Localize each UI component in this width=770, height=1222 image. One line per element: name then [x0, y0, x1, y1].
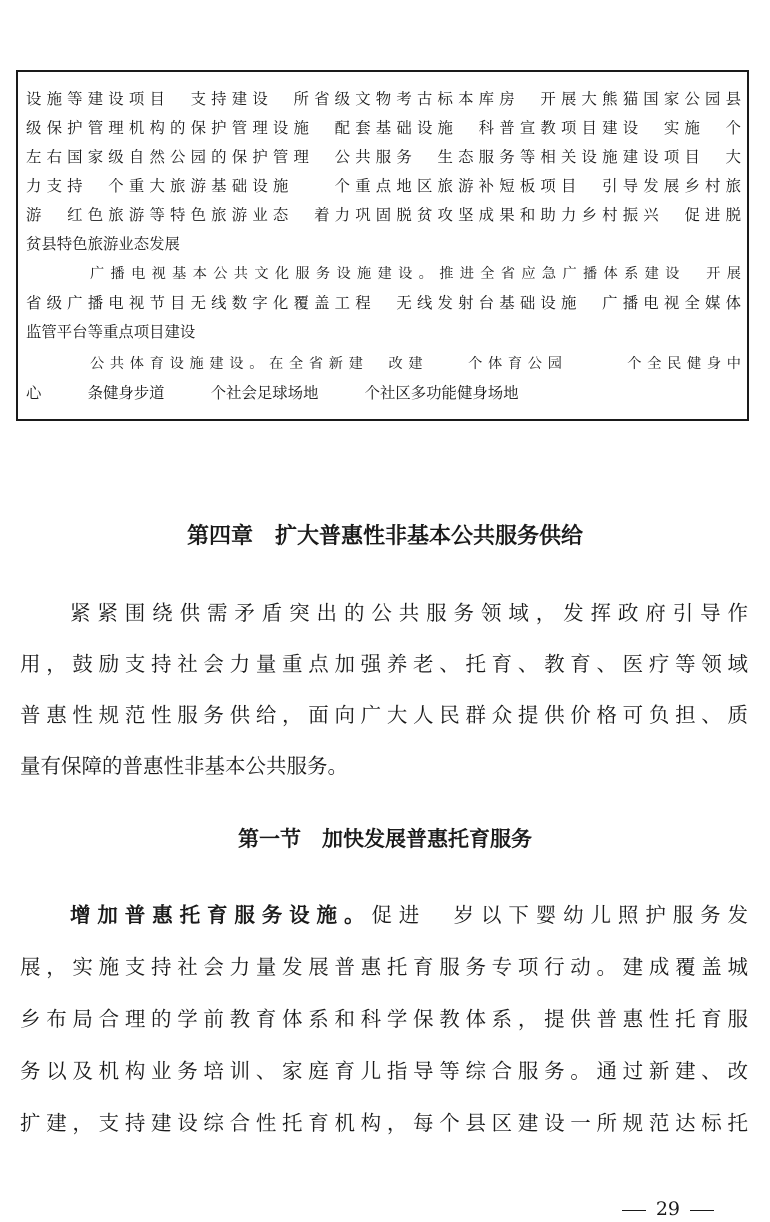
chapter-title: 第四章 扩大普惠性非基本公共服务供给	[186, 524, 583, 549]
paragraph-line	[70, 889, 748, 941]
paragraph-line: 乡布局合理的学前教育体系和科学保教体系，提供普惠性托育服	[20, 1007, 748, 1031]
box-text-line: 左右国家级自然公园的保护管理 公共服务 生态服务等相关设施建设项目 大	[26, 148, 741, 166]
box-text-line: 心 条健身步道 个社会足球场地 个社区多功能健身场地	[26, 384, 519, 402]
dash-left	[622, 1210, 646, 1211]
box-text-line: 设施等建设项目 支持建设 所省级文物考古标本库房 开展大熊猫国家公园县	[26, 90, 741, 108]
paragraph-line: 展，实施支持社会力量发展普惠托育服务专项行动。建成覆盖城	[20, 955, 748, 979]
paragraph-line: 扩建，支持建设综合性托育机构，每个县区建设一所规范达标托	[20, 1111, 748, 1135]
paragraph-line: 普惠性规范性服务供给，面向广大人民群众提供价格可负担、质	[20, 703, 748, 727]
paragraph-line-rest: 促进 岁以下婴幼儿照护服务发	[371, 903, 748, 927]
box-text-line: 游 红色旅游等特色旅游业态 着力巩固脱贫攻坚成果和助力乡村振兴 促进脱	[26, 206, 741, 224]
project-list-box	[16, 70, 749, 421]
paragraph-line: 用，鼓励支持社会力量重点加强养老、托育、教育、医疗等领域	[20, 652, 748, 676]
section-title: 第一节 加快发展普惠托育服务	[238, 827, 532, 851]
dash-right	[690, 1210, 714, 1211]
box-text-line: 贫县特色旅游业态发展	[26, 235, 180, 253]
box-text-line: 省级广播电视节目无线数字化覆盖工程 无线发射台基础设施 广播电视全媒体	[26, 294, 741, 312]
box-text-line: 监管平台等重点项目建设	[26, 323, 196, 341]
page-number: 29	[655, 1198, 680, 1220]
box-text-line-sports-heading: 公共体育设施建设。在全省新建 改建 个体育公园 个全民健身中	[90, 356, 741, 372]
box-text-line: 力支持 个重大旅游基础设施 个重点地区旅游补短板项目 引导发展乡村旅	[26, 177, 741, 195]
paragraph-line: 务以及机构业务培训、家庭育儿指导等综合服务。通过新建、改	[20, 1059, 748, 1083]
paragraph-lead: 增加普惠托育服务设施。	[70, 903, 372, 927]
box-text-line: 级保护管理机构的保护管理设施 配套基础设施 科普宣教项目建设 实施 个	[26, 119, 741, 137]
page-footer	[600, 1170, 724, 1222]
box-text-line-broadcast-heading: 广播电视基本公共文化服务设施建设。推进全省应急广播体系建设 开展	[90, 266, 741, 282]
paragraph-line: 紧紧围绕供需矛盾突出的公共服务领域，发挥政府引导作	[70, 601, 748, 625]
paragraph-line: 量有保障的普惠性非基本公共服务。	[20, 754, 348, 778]
